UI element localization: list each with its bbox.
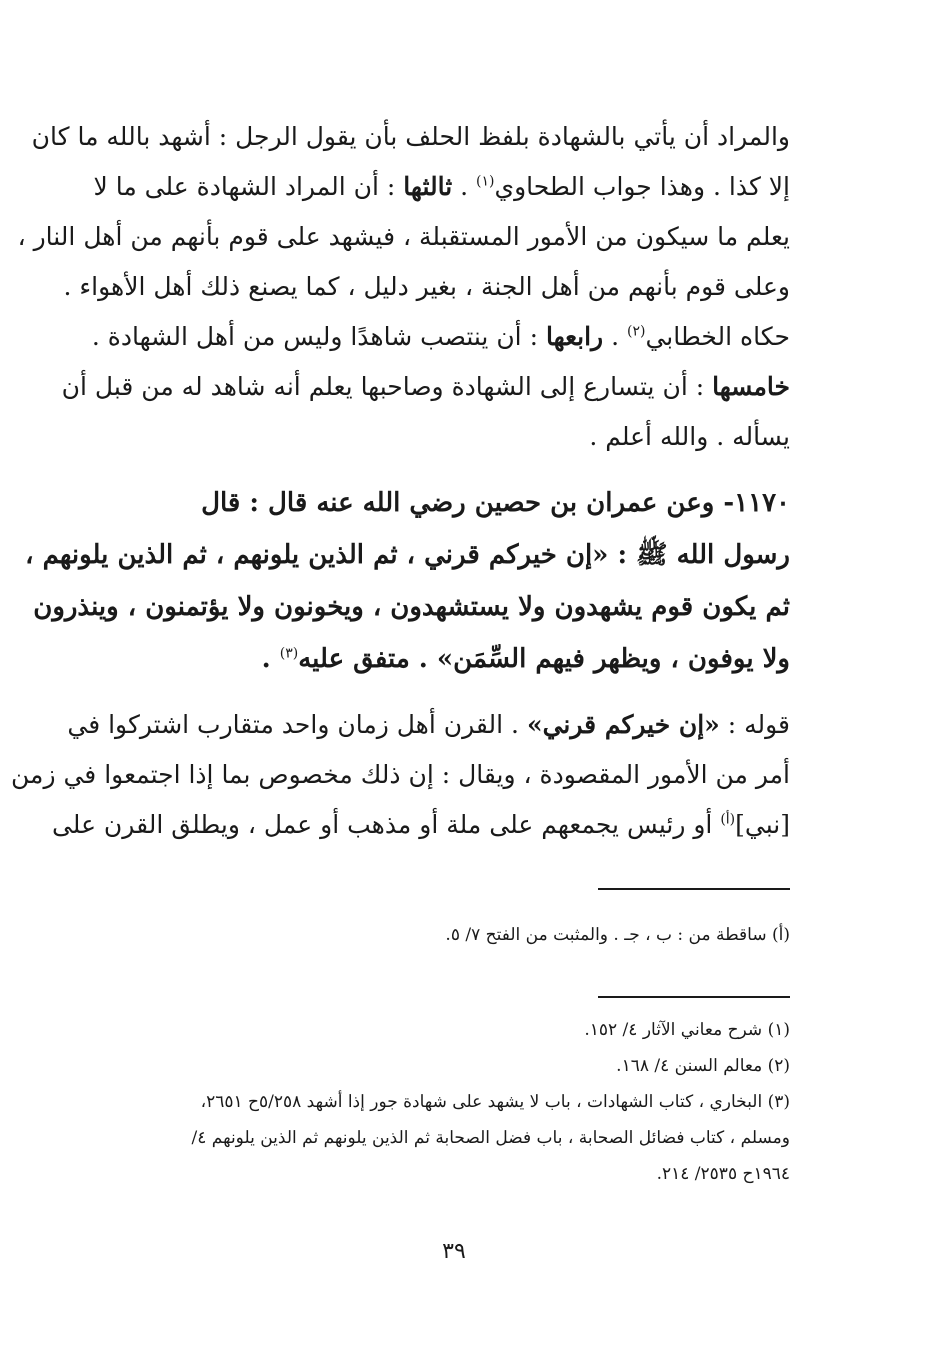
footnote-3-continued: ١٩٦٤ح ٢٥٣٥/ ٢١٤. — [656, 1164, 790, 1184]
text-run: [نبي] — [735, 810, 790, 839]
text-run: : أن المراد الشهادة على ما لا — [93, 172, 404, 201]
text-run: قوله : — [719, 710, 790, 739]
text-line: رسول الله ﷺ : «إن خيركم قرني ، ثم الذين يلونهم ، ثم الذين يلونهم ، — [25, 540, 790, 570]
footnote-ref[interactable]: (٢) — [626, 323, 646, 340]
text-run: حكاه الخطابي — [645, 322, 790, 351]
text-line — [61, 362, 790, 412]
text-run: . — [603, 322, 627, 351]
explanation-paragraph — [11, 700, 790, 850]
book-page — [11, 112, 790, 1312]
text-line: والمراد أن يأتي بالشهادة بلفظ الحلف بأن يقول الرجل : أشهد بالله ما كان — [31, 122, 790, 151]
footnote-divider — [598, 996, 790, 998]
text-run: أو رئيس يجمعهم على ملة أو مذهب أو عمل ، ويطلق القرن على — [51, 810, 721, 839]
footnote-3: (٣) البخاري ، كتاب الشهادات ، باب لا يشهد على شهادة جور إذا أشهد ٥/٢٥٨ح ٢٦٥١، — [200, 1092, 790, 1112]
text-line: أمر من الأمور المقصودة ، ويقال : إن ذلك مخصوص بما إذا اجتمعوا في زمن — [11, 760, 790, 789]
text-run: : أن يتسارع إلى الشهادة وصاحبها يعلم أنه شاهد له من قبل أن — [61, 372, 713, 401]
hadith-paragraph — [25, 477, 790, 685]
bold-term: ثالثها — [403, 172, 453, 201]
footnote-2: (٢) معالم السنن ٤/ ١٦٨. — [616, 1056, 790, 1076]
page-number: ٣٩ — [442, 1239, 466, 1264]
bold-term: رابعها — [545, 322, 604, 351]
footnote-1: (١) شرح معاني الآثار ٤/ ١٥٢. — [584, 1020, 790, 1040]
commentary-paragraph — [17, 112, 790, 462]
text-line: ١١٧٠- وعن عمران بن حصين رضي الله عنه قال : قال — [201, 488, 790, 518]
footnote-ref[interactable]: (أ) — [720, 811, 736, 828]
text-run: . — [452, 172, 477, 201]
bold-quote: «إن خيركم قرني» — [526, 710, 720, 739]
text-line — [118, 633, 790, 685]
text-line — [91, 312, 790, 362]
text-line — [67, 700, 790, 750]
text-run: . — [261, 644, 280, 674]
text-run: ولا يوفون ، ويظهر فيهم السِّمَن» . متفق عليه — [298, 644, 790, 674]
footnote-3-continued: ومسلم ، كتاب فضائل الصحابة ، باب فضل الصحابة ثم الذين يلونهم ثم الذين يلونهم ٤/ — [191, 1128, 790, 1148]
text-run: . القرن أهل زمان واحد متقارب اشتركوا في — [67, 710, 527, 739]
footnote-ref[interactable]: (٣) — [279, 645, 299, 662]
variant-footnote: (أ) ساقطة من : ب ، جـ . والمثبت من الفتح ٧/ ٥. — [445, 925, 790, 945]
text-line: وعلى قوم بأنهم من أهل الجنة ، بغير دليل ، كما يصنع ذلك أهل الأهواء . — [63, 272, 790, 301]
footnote-divider — [598, 888, 790, 890]
text-run: إلا كذا . وهذا جواب الطحاوي — [494, 172, 790, 201]
text-line: ثم يكون قوم يشهدون ولا يستشهدون ، ويخونون ولا يؤتمنون ، وينذرون — [33, 592, 790, 622]
text-run: : أن ينتصب شاهدًا وليس من أهل الشهادة . — [91, 322, 546, 351]
footnote-ref[interactable]: (١) — [476, 173, 495, 190]
text-line: يسأله . والله أعلم . — [589, 422, 790, 451]
text-line — [51, 800, 790, 850]
text-line — [93, 162, 790, 212]
bold-term: خامسها — [712, 372, 790, 401]
text-line: يعلم ما سيكون من الأمور المستقبلة ، فيشهد على قوم بأنهم من أهل النار ، — [17, 222, 790, 251]
